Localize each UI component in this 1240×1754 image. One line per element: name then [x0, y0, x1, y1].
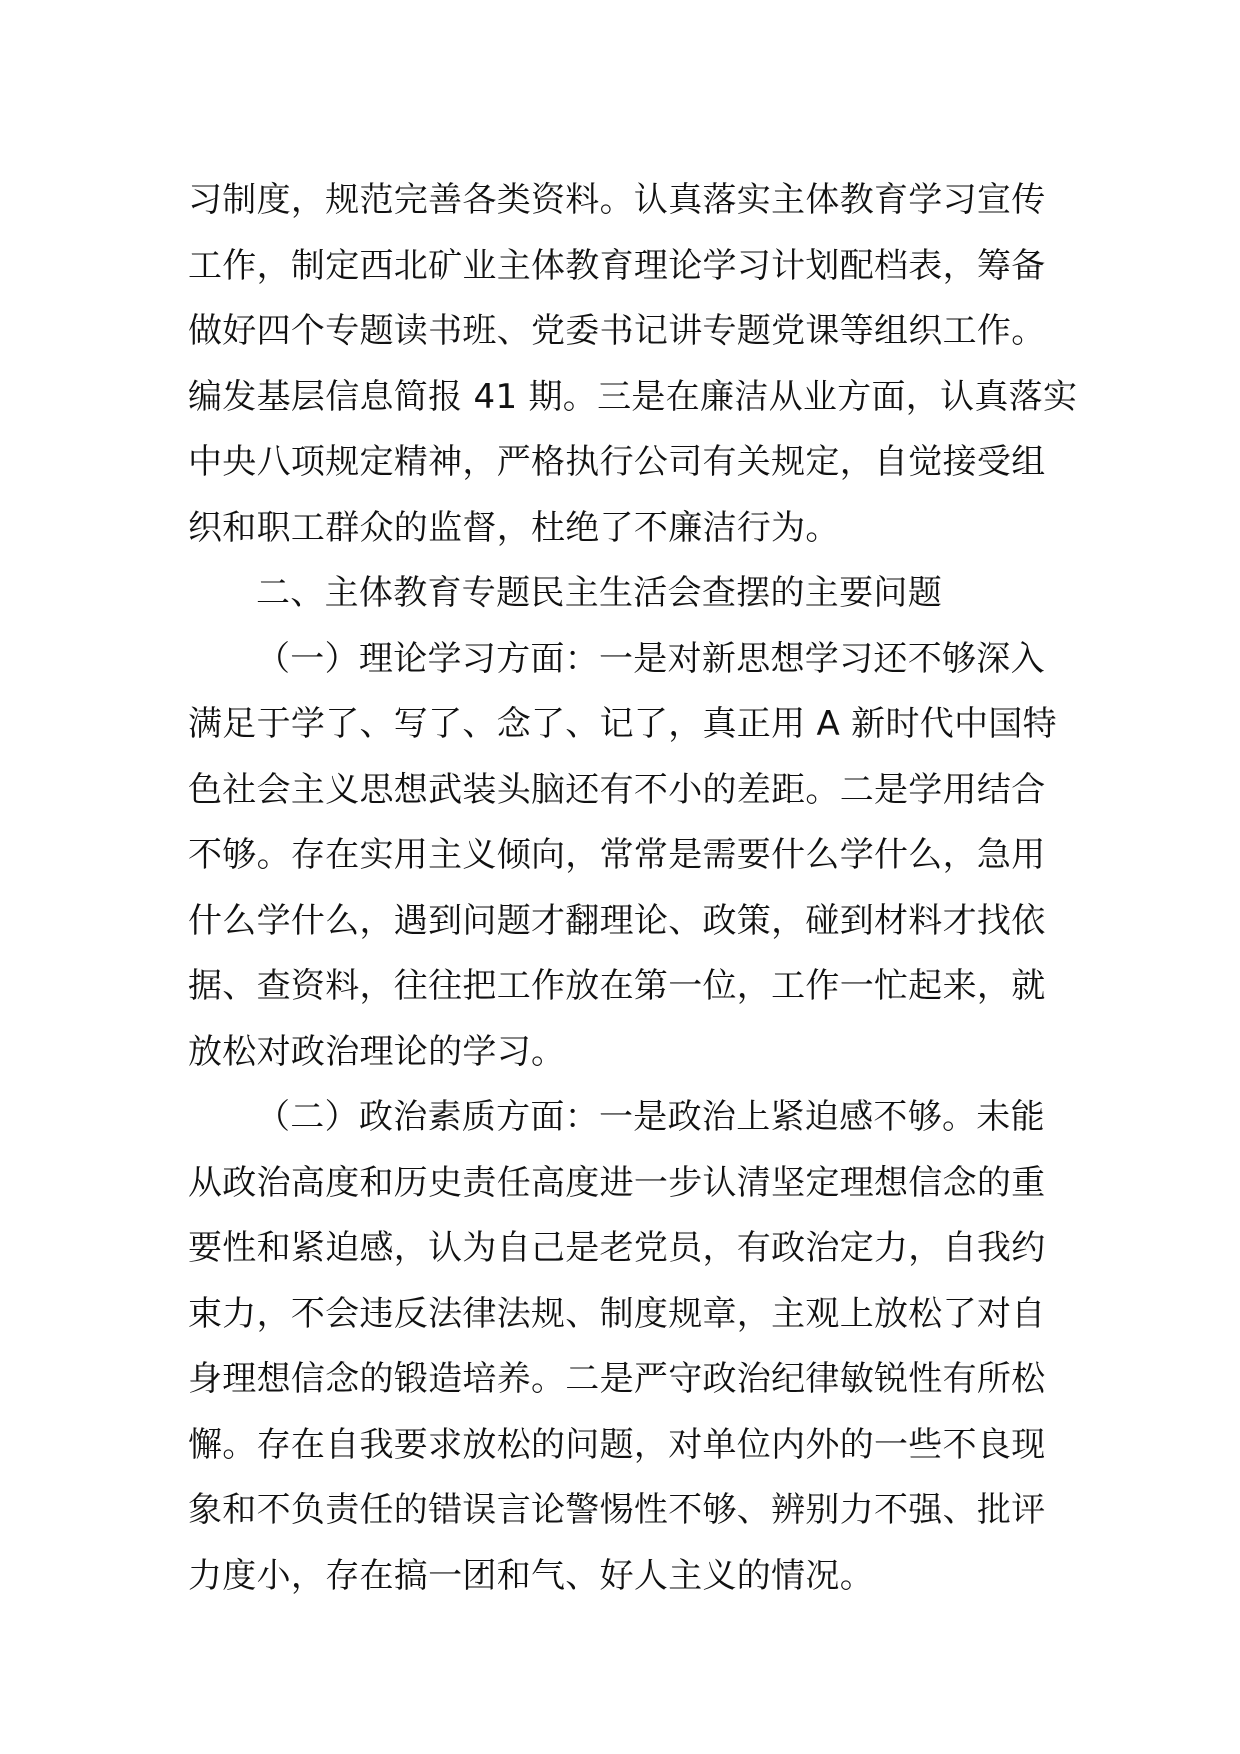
text-line: 身理想信念的锻造培养。二是严守政治纪律敏锐性有所松: [188, 1359, 1046, 1399]
text-line: 做好四个专题读书班、党委书记讲专题党课等组织工作。: [188, 311, 1046, 351]
section-heading: 二、主体教育专题民主生活会查摆的主要问题: [256, 573, 942, 613]
paragraph-start: （二）政治素质方面：一是政治上紧迫感不够。未能: [256, 1097, 1045, 1137]
text-line: 力度小，存在搞一团和气、好人主义的情况。: [188, 1555, 874, 1596]
text-line: 中央八项规定精神，严格执行公司有关规定，自觉接受组: [188, 442, 1046, 482]
text-line: 编发基层信息简报 41 期。三是在廉洁从业方面，认真落实: [188, 376, 1078, 417]
text-line: 满足于学了、写了、念了、记了，真正用 A 新时代中国特: [188, 704, 1057, 744]
text-line: 工作，制定西北矿业主体教育理论学习计划配档表，筹备: [188, 245, 1046, 286]
body-text: [188, 168, 1078, 1609]
text-line: 色社会主义思想武装头脑还有不小的差距。二是学用结合: [188, 769, 1046, 810]
text-line: 据、查资料，往往把工作放在第一位，工作一忙起来，就: [188, 966, 1046, 1006]
text-line: 懈。存在自我要求放松的问题，对单位内外的一些不良现: [188, 1424, 1046, 1465]
text-line: 不够。存在实用主义倾向，常常是需要什么学什么，急用: [188, 835, 1046, 875]
text-line: 束力，不会违反法律法规、制度规章，主观上放松了对自: [188, 1293, 1046, 1334]
text-line: 要性和紧迫感，认为自己是老党员，有政治定力，自我约: [188, 1228, 1046, 1268]
text-line: 什么学什么，遇到问题才翻理论、政策，碰到材料才找依: [188, 900, 1046, 941]
text-line: 习制度，规范完善各类资料。认真落实主体教育学习宣传: [188, 180, 1046, 220]
text-line: 象和不负责任的错误言论警惕性不够、辨别力不强、批评: [188, 1490, 1046, 1530]
paragraph-start: （一）理论学习方面：一是对新思想学习还不够深入: [256, 638, 1045, 679]
text-line: 从政治高度和历史责任高度进一步认清坚定理想信念的重: [188, 1162, 1046, 1203]
text-line: 放松对政治理论的学习。: [188, 1031, 566, 1072]
text-line: 织和职工群众的监督，杜绝了不廉洁行为。: [188, 507, 840, 548]
